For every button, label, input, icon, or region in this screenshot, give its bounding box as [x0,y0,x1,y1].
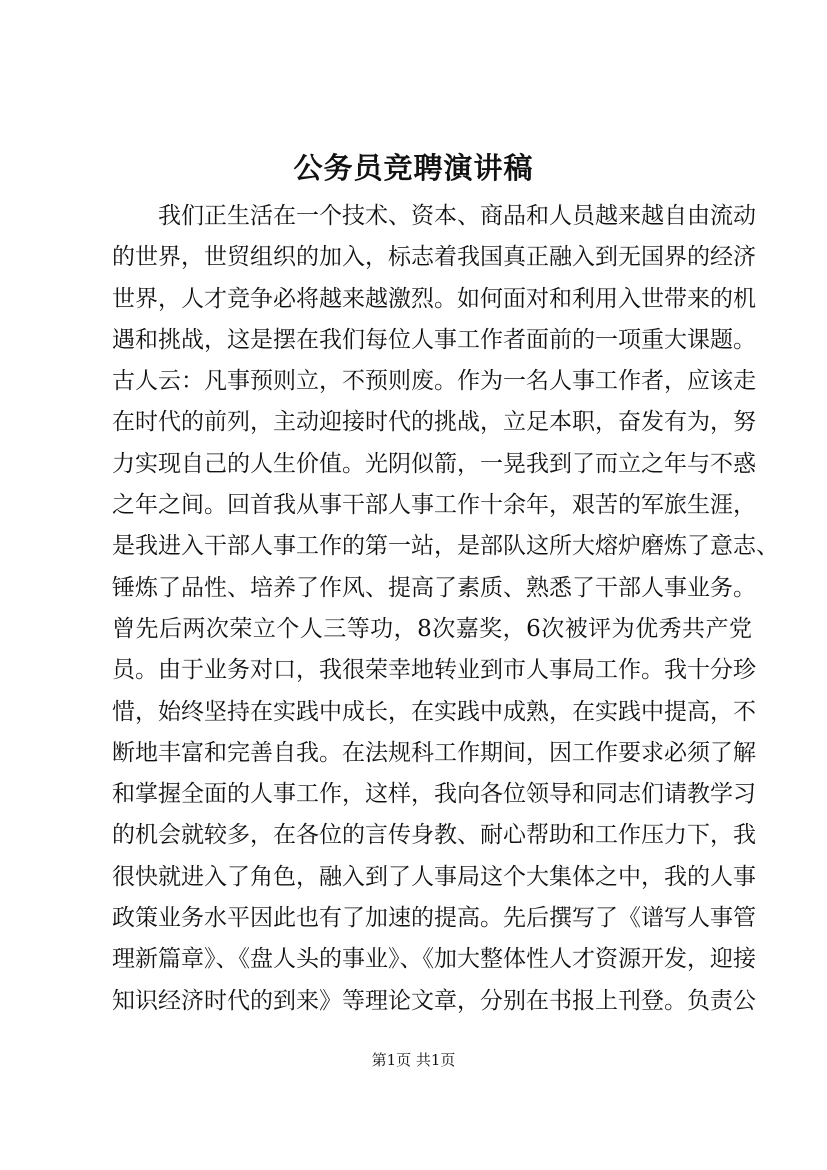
body-line: 锤炼了品性、培养了作风、提高了素质、熟悉了干部人事业务。 [112,574,756,601]
body-line: 的机会就较多，在各位的言传身教、耐心帮助和工作压力下，我 [112,822,756,849]
body-line: 断地丰富和完善自我。在法规科工作期间，因工作要求必须了解 [112,739,756,766]
body-line: 遇和挑战，这是摆在我们每位人事工作者面前的一项重大课题。 [112,326,756,353]
body-line: 员。由于业务对口，我很荣幸地转业到市人事局工作。我十分珍 [112,657,756,684]
page-footer: 第1页 共1页 [371,1051,456,1069]
body-line: 世界，人才竞争必将越来越激烈。如何面对和利用入世带来的机 [112,285,756,312]
body-line: 理新篇章》、《盘人头的事业》、《加大整体性人才资源开发，迎接 [112,946,756,973]
body-line: 的世界，世贸组织的加入，标志着我国真正融入到无国界的经济 [112,244,756,271]
document-body [112,196,779,1022]
body-line: 古人云：凡事预则立，不预则废。作为一名人事工作者，应该走 [112,368,756,395]
body-line: 很快就进入了角色，融入到了人事局这个大集体之中，我的人事 [112,863,756,890]
body-line: 政策业务水平因此也有了加速的提高。先后撰写了《谱写人事管 [112,905,756,932]
body-line: 是我进入干部人事工作的第一站，是部队这所大熔炉磨炼了意志、 [112,533,779,560]
body-line: 知识经济时代的到来》等理论文章，分别在书报上刊登。负责公 [112,987,756,1014]
body-line: 力实现自己的人生价值。光阴似箭，一晃我到了而立之年与不惑 [112,450,756,477]
body-line: 和掌握全面的人事工作，这样，我向各位领导和同志们请教学习 [112,781,756,808]
body-line: 惜，始终坚持在实践中成长，在实践中成熟，在实践中提高，不 [112,698,756,725]
body-line: 在时代的前列，主动迎接时代的挑战，立足本职，奋发有为，努 [112,409,756,436]
body-line: 之年之间。回首我从事干部人事工作十余年，艰苦的军旅生涯， [112,492,756,519]
body-line: 我们正生活在一个技术、资本、商品和人员越来越自由流动 [158,203,756,229]
body-line: 曾先后两次荣立个人三等功，8次嘉奖，6次被评为优秀共产党 [112,615,752,642]
document-title: 公务员竞聘演讲稿 [293,151,534,185]
